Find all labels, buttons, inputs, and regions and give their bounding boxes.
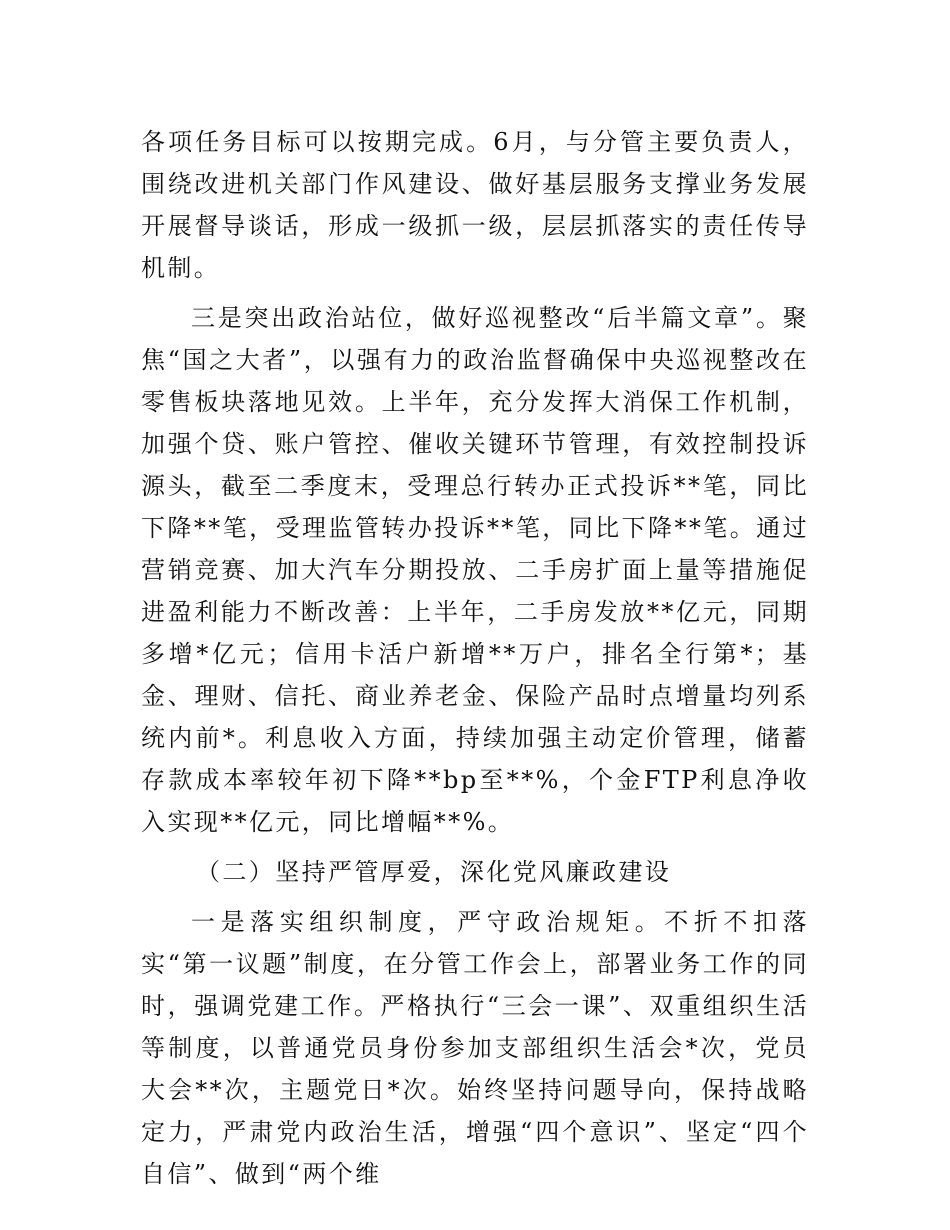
paragraph-inspection-rectification: 三是突出政治站位，做好巡视整改“后半篇文章”。聚焦“国之大者”，以强有力的政治监督确保中央巡视整改在零售板块落地见效。上半年，充分发挥大消保工作机制，加强个贷、账户管控、催收关键环节管理，有效控制投诉源头，截至二季度末，受理总行转办正式投诉**笔，同比下降**笔，受理监管转办投诉**笔，同比下降**笔。通过营销竞赛、加大汽车分期投放、二手房扩面上量等措施促进盈利能力不断改善：上半年，二手房发放**亿元，同期多增*亿元；信用卡活户新增**万户，排名全行第*；基金、理财、信托、商业养老金、保险产品时点增量均列系统内前*。利息收入方面，持续加强主动定价管理，储蓄存款成本率较年初下降**bp至**%，个金FTP利息净收入实现**亿元，同比增幅**%。 — [141, 304, 809, 836]
paragraph-organization-system: 一是落实组织制度，严守政治规矩。不折不扣落实“第一议题”制度，在分管工作会上，部署业务工作的同时，强调党建工作。严格执行“三会一课”、双重组织生活等制度，以普通党员身份参加支部组织生活会*次，党员大会**次，主题党日*次。始终坚持问题导向，保持战略定力，严肃党内政治生活，增强“四个意识”、坚定“四个自信”、做到“两个维 — [141, 908, 809, 1188]
paragraph-continued-task-goals: 各项任务目标可以按期完成。6月，与分管主要负责人，围绕改进机关部门作风建设、做好基层服务支撑业务发展开展督导谈话，形成一级抓一级，层层抓落实的责任传导机制。 — [141, 128, 809, 282]
section-heading-party-conduct: （二）坚持严管厚爱，深化党风廉政建设 — [196, 858, 672, 886]
document-page — [141, 121, 809, 1203]
